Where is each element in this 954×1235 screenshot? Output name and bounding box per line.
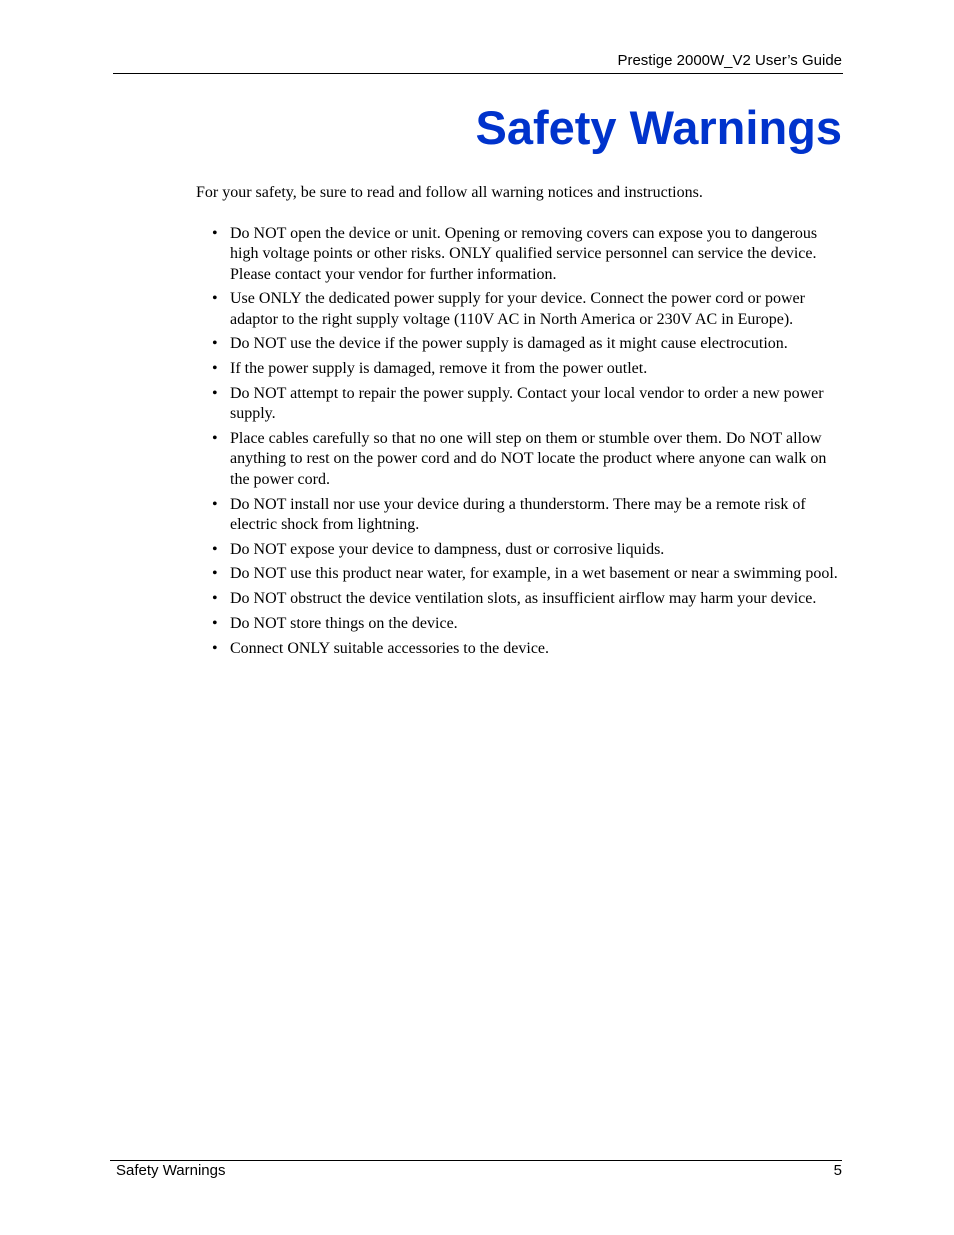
header-divider bbox=[113, 73, 843, 74]
warning-item bbox=[212, 589, 844, 609]
warning-text: Do NOT obstruct the device ventilation slots, as insufficient airflow may harm your device. bbox=[230, 590, 817, 608]
warning-item bbox=[212, 614, 844, 634]
warning-item bbox=[212, 495, 844, 536]
warning-text: Use ONLY the dedicated power supply for your device. Connect the power cord or power adaptor to the right supply voltage (110V AC in North America or 230V AC in Europe). bbox=[230, 290, 805, 328]
bullet-icon: • bbox=[212, 565, 218, 583]
bullet-icon: • bbox=[212, 615, 218, 633]
bullet-icon: • bbox=[212, 335, 218, 353]
warning-item bbox=[212, 639, 844, 659]
warning-item bbox=[212, 359, 844, 379]
warning-text: Do NOT install nor use your device during a thunderstorm. There may be a remote risk of electric shock from lightning. bbox=[230, 495, 806, 533]
warning-text: Do NOT store things on the device. bbox=[230, 615, 458, 633]
page-title: Safety Warnings bbox=[475, 101, 842, 154]
bullet-icon: • bbox=[212, 430, 218, 448]
warning-text: Do NOT expose your device to dampness, dust or corrosive liquids. bbox=[230, 540, 665, 558]
bullet-icon: • bbox=[212, 540, 218, 558]
warning-item bbox=[212, 429, 844, 490]
bullet-icon: • bbox=[212, 360, 218, 378]
bullet-icon: • bbox=[212, 225, 218, 242]
bullet-icon: • bbox=[212, 495, 218, 513]
bullet-icon: • bbox=[212, 290, 218, 308]
warning-item bbox=[212, 540, 844, 560]
bullet-icon: • bbox=[212, 385, 218, 403]
warning-item bbox=[212, 384, 844, 425]
footer-section-name: Safety Warnings bbox=[116, 1162, 226, 1179]
page-number: 5 bbox=[833, 1162, 842, 1179]
warning-text: Place cables carefully so that no one will step on them or stumble over them. Do NOT allow anything to rest on the power cord and do NOT locate the product where anyone can walk on the power cord. bbox=[230, 430, 827, 488]
warning-text: Do NOT open the device or unit. Opening or removing covers can expose you to dangerous high voltage points or other risks. ONLY qualified service personnel can service the device. Please contact your vendor for further information. bbox=[230, 225, 818, 283]
warning-item bbox=[212, 564, 844, 584]
warning-text: If the power supply is damaged, remove it from the power outlet. bbox=[230, 360, 648, 378]
warning-text: Do NOT use this product near water, for example, in a wet basement or near a swimming pool. bbox=[230, 565, 838, 583]
running-header: Prestige 2000W_V2 User’s Guide bbox=[617, 52, 842, 69]
bullet-icon: • bbox=[212, 590, 218, 608]
warning-item bbox=[212, 334, 844, 354]
warning-text: Do NOT use the device if the power supply is damaged as it might cause electrocution. bbox=[230, 335, 788, 353]
warning-text: Do NOT attempt to repair the power supply. Contact your local vendor to order a new power supply. bbox=[230, 385, 824, 423]
warning-item bbox=[212, 224, 844, 285]
warning-item bbox=[212, 289, 844, 330]
warning-list bbox=[212, 224, 844, 664]
warning-text: Connect ONLY suitable accessories to the device. bbox=[230, 639, 550, 657]
bullet-icon: • bbox=[212, 639, 218, 657]
intro-paragraph: For your safety, be sure to read and follow all warning notices and instructions. bbox=[196, 184, 703, 201]
